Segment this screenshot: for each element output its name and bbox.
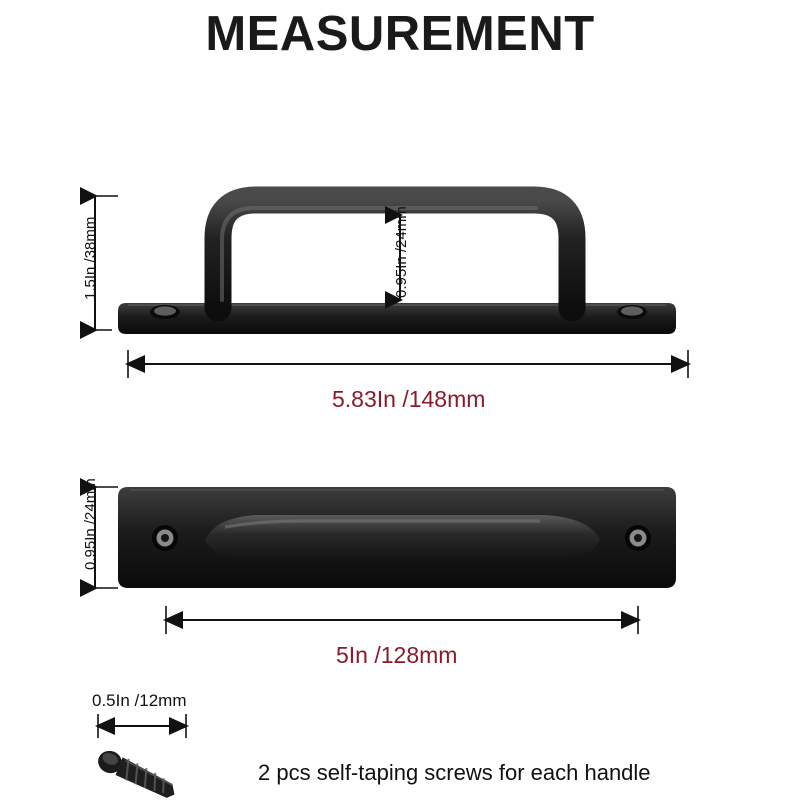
front-width-dimension (128, 350, 688, 378)
top-width-dimension (166, 606, 638, 634)
front-clearance-label: 0.95In /24mm (393, 206, 410, 298)
screw-length-label: 0.5In /12mm (92, 691, 187, 710)
screw-graphic (94, 714, 186, 800)
page-title: MEASUREMENT (205, 7, 595, 61)
screw-caption: 2 pcs self-taping screws for each handle (258, 760, 651, 785)
top-width-label: 5In /128mm (336, 642, 458, 668)
handle-top-view-graphic (118, 487, 676, 588)
top-height-label: 0.95In /24mm (82, 478, 99, 570)
front-width-label: 5.83In /148mm (332, 386, 486, 412)
front-height-label: 1.5In /38mm (82, 216, 99, 300)
